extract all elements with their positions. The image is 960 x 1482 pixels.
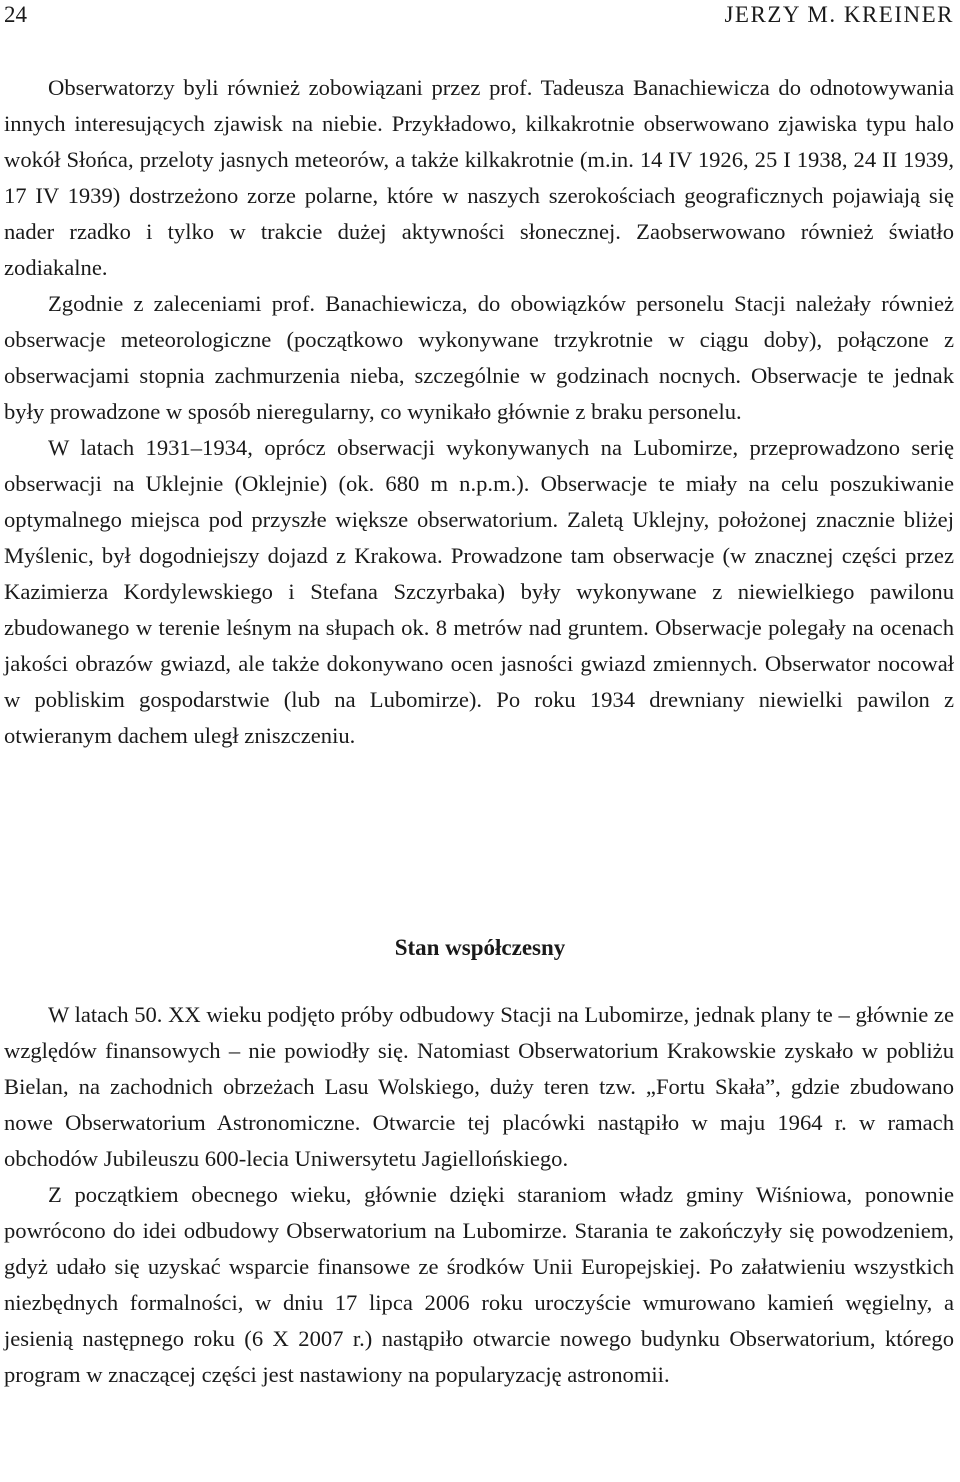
section-heading: Stan współczesny bbox=[394, 935, 566, 960]
paragraph: Obserwatorzy byli również zobowiązani przez prof. Tadeusza Banachiewicza do odnotowywania innych interesujących zjawisk na niebie. Przykładowo, kilkakrotnie obserwowano zjawiska typu halo wokół Słońca, przeloty jasnych meteorów, a także kilkakrotnie (m.in. 14 IV 1926, 25 I 1938, 24 II 1939, 17 IV 1939) dostrzeżono zorze polarne, które w naszych szerokościach geograficznych pojawiają się nader rzadko i tylko w trakcie dużej aktywności słonecznej. Zaobserwowano również światło zodiakalne. bbox=[4, 75, 954, 280]
page-number: 24 bbox=[4, 2, 27, 27]
running-title: JERZY M. KREINER bbox=[724, 2, 954, 27]
paragraph: W latach 50. XX wieku podjęto próby odbudowy Stacji na Lubomirze, jednak plany te – głównie ze względów finansowych – nie powiodły się. Natomiast Obserwatorium Krakowskie zyskało w pobliżu Bielan, na zachodnich obrzeżach Lasu Wolskiego, duży teren tzw. „Fortu Skała”, gdzie zbudowano nowe Obserwatorium Astronomiczne. Otwarcie tej placówki nastąpiło w maju 1964 r. w ramach obchodów Jubileuszu 600-lecia Uniwersytetu Jagiellońskiego. bbox=[4, 1002, 954, 1171]
paragraph: W latach 1931–1934, oprócz obserwacji wykonywanych na Lubomirze, przeprowadzono serię obserwacji na Uklejnie (Oklejnie) (ok. 680 m n.p.m.). Obserwacje te miały na celu poszukiwanie optymalnego miejsca pod przyszłe większe obserwatorium. Zaletą Uklejny, położonej znacznie bliżej Myślenic, był dogodniejszy dojazd z Krakowa. Prowadzone tam obserwacje (w znacznej części przez Kazimierza Kordylewskiego i Stefana Szczyrbaka) były wykonywane z niewielkiego pawilonu zbudowanego w terenie leśnym na słupach ok. 8 metrów nad gruntem. Obserwacje polegały na ocenach jakości obrazów gwiazd, ale także dokonywano ocen jasności gwiazd zmiennych. Obserwator nocował w pobliskim gospodarstwie (lub na Lubomirze). Po roku 1934 drewniany niewielki pawilon z otwieranym dachem uległ zniszczeniu. bbox=[4, 435, 954, 748]
paragraph: Zgodnie z zaleceniami prof. Banachiewicza, do obowiązków personelu Stacji należały również obserwacje meteorologiczne (początkowo wykonywane trzykrotnie w ciągu doby), połączone z obserwacjami stopnia zachmurzenia nieba, szczególnie w godzinach nocnych. Obserwacje te jednak były prowadzone w sposób nieregularny, co wynikało głównie z braku personelu. bbox=[4, 291, 954, 424]
section-one-text bbox=[4, 70, 954, 754]
paragraph: Z początkiem obecnego wieku, głównie dzięki staraniom władz gminy Wiśniowa, ponownie powrócono do idei odbudowy Obserwatorium na Lubomirze. Starania te zakończyły się powodzeniem, gdyż udało się uzyskać wsparcie finansowe ze środków Unii Europejskiej. Po załatwieniu wszystkich niezbędnych formalności, w dniu 17 lipca 2006 roku uroczyście wmurowano kamień węgielny, a jesienią następnego roku (6 X 2007 r.) nastąpiło otwarcie nowego budynku Obserwatorium, którego program w znaczącej części jest nastawiony na popularyzację astronomii. bbox=[4, 1182, 954, 1387]
section-two-text bbox=[4, 997, 954, 1393]
running-head bbox=[4, 0, 954, 30]
